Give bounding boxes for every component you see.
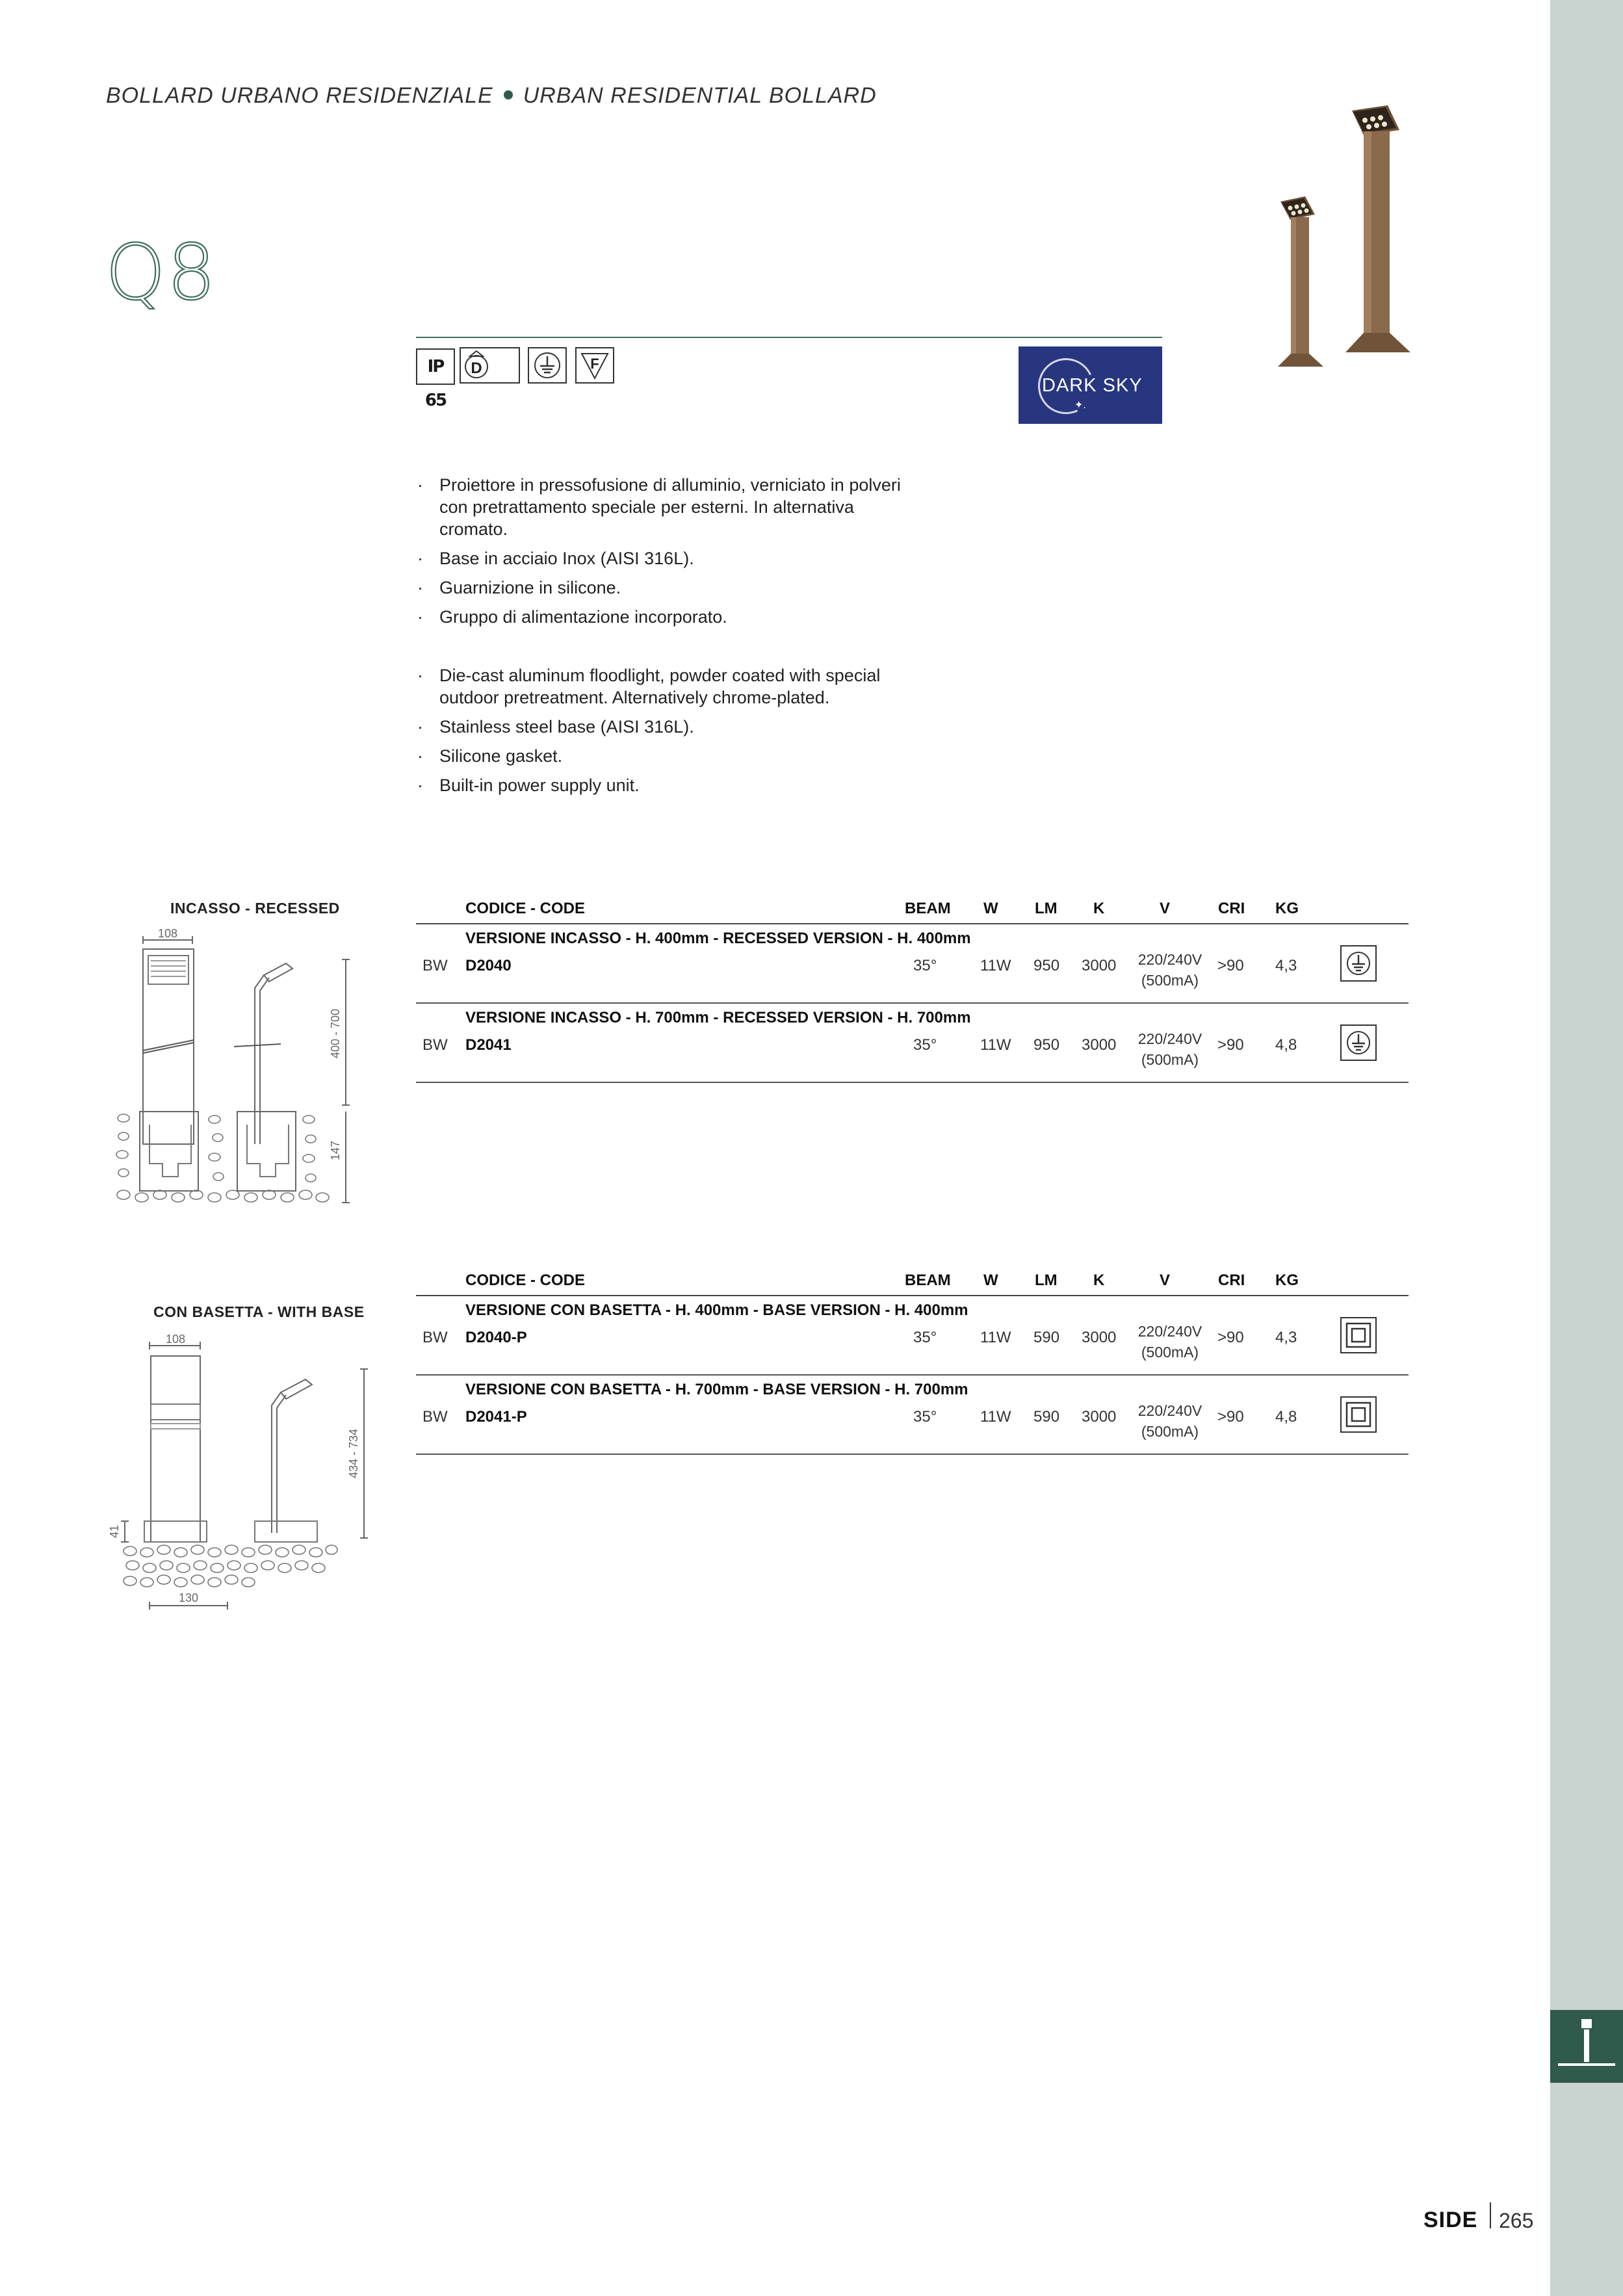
version-title: VERSIONE CON BASETTA - H. 400mm - BASE VERSION - H. 400mm [465,1301,968,1319]
col-w: W [983,900,998,917]
col-kg: KG [1275,900,1299,917]
code-prefix: BW [422,957,448,974]
double-insulation-icon [1340,1396,1377,1433]
lumen-value: 950 [1033,1036,1060,1054]
cri-value: >90 [1217,1036,1244,1054]
voltage-value: 220/240V (500mA) [1137,1323,1202,1361]
col-w: W [983,1272,998,1289]
header-separator-dot [504,90,513,99]
beam-value: 35° [913,957,937,974]
code-prefix: BW [422,1036,448,1054]
base-width-dim: 108 [165,1333,186,1346]
feature-item: · Stainless steel base (AISI 316L). [416,716,910,738]
table-header [416,897,1409,924]
lumen-value: 950 [1033,957,1060,974]
col-k: K [1093,900,1105,917]
recessed-depth-dim: 147 [329,1140,342,1161]
watt-value: 11W [980,957,1011,974]
voltage-value: 220/240V (500mA) [1137,1030,1202,1068]
class-i-ground-icon [528,347,567,384]
watt-value: 11W [980,1036,1011,1054]
f-mark-icon [575,347,614,384]
kelvin-value: 3000 [1082,1036,1117,1054]
watt-value: 11W [980,1408,1011,1426]
recessed-technical-drawing [110,927,370,1216]
svg-text:F: F [590,356,599,372]
base-product-table [416,1269,1409,1455]
version-title: VERSIONE INCASSO - H. 700mm - RECESSED VERSION - H. 700mm [465,1009,971,1026]
col-k: K [1093,1272,1105,1289]
col-code: CODICE - CODE [465,1272,586,1289]
col-lm: LM [1035,900,1058,917]
col-kg: KG [1275,1272,1299,1289]
ground-icon [1340,1024,1377,1061]
ip65-rating-icon: IP 65 [416,348,455,385]
beam-value: 35° [913,1329,937,1346]
weight-value: 4,8 [1275,1408,1297,1426]
recessed-drawing-label: INCASSO - RECESSED [170,900,340,917]
svg-text:D: D [471,359,482,377]
dark-sky-badge [1019,346,1162,424]
header-english: URBAN RESIDENTIAL BOLLARD [523,83,877,108]
col-beam: BEAM [905,1272,951,1289]
table-row [416,924,1409,1004]
beam-value: 35° [913,1408,937,1426]
dark-sky-stars: ✦. [1074,400,1086,411]
d-class-icon [460,347,520,384]
voltage-value: 220/240V (500mA) [1137,951,1202,989]
table-row [416,1376,1409,1455]
col-beam: BEAM [905,900,951,917]
col-lm: LM [1035,1272,1058,1289]
page-number: 265 [1499,2209,1534,2232]
col-code: CODICE - CODE [465,900,586,917]
col-v: V [1160,1272,1171,1289]
feature-item: · Built-in power supply unit. [416,774,910,796]
features-italian [416,474,910,635]
double-insulation-icon [1340,1317,1377,1353]
cri-value: >90 [1217,957,1244,974]
code-prefix: BW [422,1329,448,1346]
product-code: D2041 [465,1036,512,1054]
kelvin-value: 3000 [1082,957,1117,974]
feature-item: · Proiettore in pressofusione di alluminio, verniciato in polveri con pretrattamento speciale per esterni. In alternativa cromato. [416,474,910,540]
bollard-short-photo [1278,196,1323,367]
col-cri: CRI [1218,900,1245,917]
bollard-category-icon [1550,2010,1623,2083]
feature-item: · Silicone gasket. [416,745,910,767]
recessed-product-table [416,897,1409,1083]
product-title: Q8 [105,228,217,317]
code-prefix: BW [422,1408,448,1426]
kelvin-value: 3000 [1082,1408,1117,1426]
weight-value: 4,3 [1275,957,1297,974]
watt-value: 11W [980,1329,1011,1346]
cri-value: >90 [1217,1408,1244,1426]
base-height-dim: 434 - 734 [347,1428,360,1479]
version-title: VERSIONE CON BASETTA - H. 700mm - BASE VERSION - H. 700mm [465,1381,968,1398]
right-sidebar [1550,0,1623,2296]
features-english [416,664,910,803]
table-row [416,1004,1409,1083]
recessed-width-dim: 108 [157,927,178,940]
weight-value: 4,8 [1275,1036,1297,1054]
feature-item: · Die-cast aluminum floodlight, powder coated with special outdoor pretreatment. Alternatively chrome-plated. [416,664,910,709]
lumen-value: 590 [1033,1408,1060,1426]
base-drawing-label: CON BASETTA - WITH BASE [153,1303,365,1320]
recessed-height-dim: 400 - 700 [329,1008,342,1059]
product-code: D2040-P [465,1329,527,1346]
bollard-tall-photo [1345,105,1410,352]
footer-divider [1490,2202,1491,2228]
col-cri: CRI [1218,1272,1245,1289]
ground-icon [1340,945,1377,982]
col-v: V [1160,900,1171,917]
feature-item: · Gruppo di alimentazione incorporato. [416,606,910,628]
page-header [106,83,877,109]
lumen-value: 590 [1033,1329,1060,1346]
dark-sky-label: DARK SKY [1042,375,1143,396]
cri-value: >90 [1217,1329,1244,1346]
base-plate-height-dim: 41 [108,1524,121,1539]
feature-item: · Guarnizione in silicone. [416,577,910,599]
base-plate-width-dim: 130 [178,1591,199,1604]
title-divider [416,337,1162,338]
version-title: VERSIONE INCASSO - H. 400mm - RECESSED VERSION - H. 400mm [465,930,971,947]
table-row [416,1296,1409,1376]
product-photo [1261,91,1417,377]
kelvin-value: 3000 [1082,1329,1117,1346]
weight-value: 4,3 [1275,1329,1297,1346]
table-header [416,1269,1409,1296]
beam-value: 35° [913,1036,937,1054]
feature-item: · Base in acciaio Inox (AISI 316L). [416,547,910,569]
footer-brand: SIDE [1423,2208,1478,2232]
header-italian: BOLLARD URBANO RESIDENZIALE [106,83,493,108]
product-code: D2040 [465,957,512,974]
base-technical-drawing [110,1333,383,1619]
voltage-value: 220/240V (500mA) [1137,1402,1202,1440]
product-code: D2041-P [465,1408,527,1426]
